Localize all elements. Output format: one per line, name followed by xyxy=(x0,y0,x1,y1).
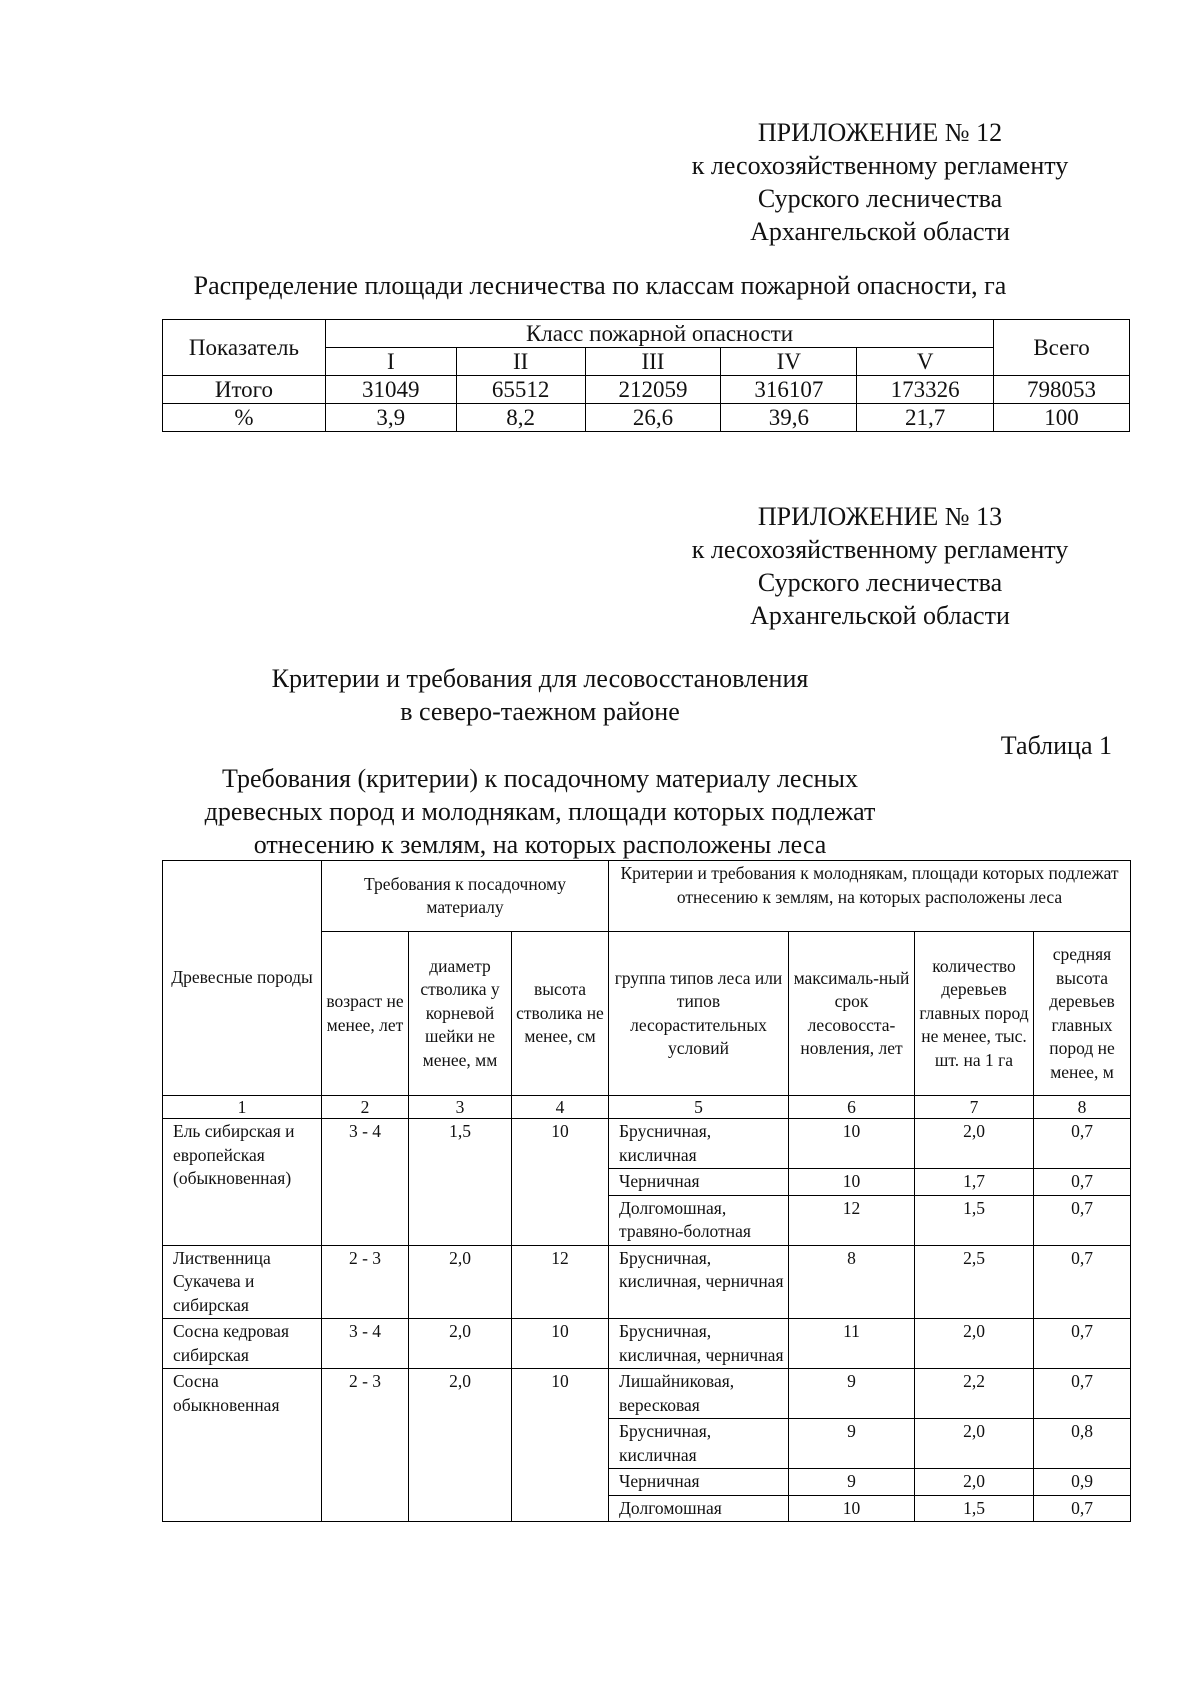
tree-count-cell: 1,5 xyxy=(915,1195,1034,1245)
tree-count-cell: 2,0 xyxy=(915,1419,1034,1469)
column-number: 3 xyxy=(409,1096,512,1119)
class-cell: V xyxy=(857,348,994,376)
table-cell: 798053 xyxy=(994,376,1130,404)
diameter-value: 2,0 xyxy=(409,1245,512,1319)
young-group-header: Критерии и требования к молоднякам, площади которых подлежат отнесению к землям, на которых расположены леса xyxy=(609,861,1131,932)
forest-type-cell: Брусничная, кисличная, черничная xyxy=(609,1245,789,1319)
species-name: Сосна обыкновенная xyxy=(163,1369,322,1522)
species-name: Ель сибирская и европейская (обыкновенная) xyxy=(163,1119,322,1246)
tree-count-cell: 1,7 xyxy=(915,1169,1034,1196)
tree-count-cell: 2,0 xyxy=(915,1119,1034,1169)
table-row xyxy=(163,1119,1131,1169)
table-row xyxy=(163,1319,1131,1369)
table-row xyxy=(163,1369,1131,1419)
header-line: Сурского лесничества xyxy=(757,568,1003,597)
column-number: 6 xyxy=(789,1096,915,1119)
table-cell: 173326 xyxy=(857,376,994,404)
forest-type-cell: Долгомошная xyxy=(609,1495,789,1522)
planting-group-header: Требования к посадочному материалу xyxy=(322,861,609,932)
tree-count-cell: 2,0 xyxy=(915,1319,1034,1369)
class-cell: I xyxy=(325,348,456,376)
max-term-cell: 10 xyxy=(789,1495,915,1522)
diameter-header: диаметр стволика у корневой шейки не менее, мм xyxy=(409,932,512,1096)
tree-count-header: количество деревьев главных пород не менее, тыс. шт. на 1 га xyxy=(915,932,1034,1096)
header-line: Архангельской области xyxy=(750,217,1010,246)
column-number: 8 xyxy=(1034,1096,1131,1119)
appendix-12-header xyxy=(600,116,1160,248)
diameter-value: 1,5 xyxy=(409,1119,512,1246)
row-label: Итого xyxy=(163,376,326,404)
column-number: 2 xyxy=(322,1096,409,1119)
appendix-13-title: ПРИЛОЖЕНИЕ № 13 xyxy=(757,502,1003,531)
max-term-cell: 11 xyxy=(789,1319,915,1369)
forest-type-cell: Долгомошная, травяно-болотная xyxy=(609,1195,789,1245)
forest-type-header: группа типов леса или типов лесорастительных условий xyxy=(609,932,789,1096)
diameter-value: 2,0 xyxy=(409,1319,512,1369)
age-value: 3 - 4 xyxy=(322,1119,409,1246)
table-cell: 3,9 xyxy=(325,404,456,432)
forest-type-cell: Черничная xyxy=(609,1469,789,1496)
avg-height-cell: 0,7 xyxy=(1034,1195,1131,1245)
avg-height-cell: 0,7 xyxy=(1034,1169,1131,1196)
column-number: 7 xyxy=(915,1096,1034,1119)
age-value: 2 - 3 xyxy=(322,1369,409,1522)
age-value: 2 - 3 xyxy=(322,1245,409,1319)
header-line: Архангельской области xyxy=(750,601,1010,630)
header-line: к лесохозяйственному регламенту xyxy=(691,151,1069,180)
class-cell: IV xyxy=(721,348,857,376)
table-row xyxy=(163,1245,1131,1319)
table-cell: 39,6 xyxy=(721,404,857,432)
forest-type-cell: Брусничная, кисличная, черничная xyxy=(609,1319,789,1369)
table-title xyxy=(190,762,890,861)
table-label: Таблица 1 xyxy=(1000,731,1112,760)
table-title-line: древесных пород и молоднякам, площади которых подлежат xyxy=(204,797,876,826)
avg-height-header: средняя высота деревьев главных пород не менее, м xyxy=(1034,932,1131,1096)
total-header: Всего xyxy=(994,320,1130,376)
table-row xyxy=(163,376,1130,404)
diameter-value: 2,0 xyxy=(409,1369,512,1522)
section-title-line: в северо-таежном районе xyxy=(400,697,680,726)
fire-table-title: Распределение площади лесничества по классам пожарной опасности, га xyxy=(193,271,1007,300)
max-term-cell: 10 xyxy=(789,1119,915,1169)
avg-height-cell: 0,9 xyxy=(1034,1469,1131,1496)
height-value: 12 xyxy=(512,1245,609,1319)
avg-height-cell: 0,7 xyxy=(1034,1119,1131,1169)
avg-height-cell: 0,7 xyxy=(1034,1369,1131,1419)
height-value: 10 xyxy=(512,1319,609,1369)
column-number: 5 xyxy=(609,1096,789,1119)
table-cell: 65512 xyxy=(456,376,585,404)
indicator-header: Показатель xyxy=(163,320,326,376)
max-term-cell: 8 xyxy=(789,1245,915,1319)
table-cell: 212059 xyxy=(585,376,721,404)
column-number: 1 xyxy=(163,1096,322,1119)
fire-danger-table xyxy=(162,319,1130,432)
height-header: высота стволика не менее, см xyxy=(512,932,609,1096)
species-name: Лиственница Сукачева и сибирская xyxy=(163,1245,322,1319)
appendix-12-title: ПРИЛОЖЕНИЕ № 12 xyxy=(757,118,1003,147)
height-value: 10 xyxy=(512,1119,609,1246)
class-header: Класс пожарной опасности xyxy=(325,320,993,348)
table-cell: 100 xyxy=(994,404,1130,432)
avg-height-cell: 0,7 xyxy=(1034,1245,1131,1319)
max-term-cell: 9 xyxy=(789,1469,915,1496)
avg-height-cell: 0,7 xyxy=(1034,1319,1131,1369)
avg-height-cell: 0,8 xyxy=(1034,1419,1131,1469)
avg-height-cell: 0,7 xyxy=(1034,1495,1131,1522)
header-line: к лесохозяйственному регламенту xyxy=(691,535,1069,564)
section-title-line: Критерии и требования для лесовосстановления xyxy=(271,664,809,693)
section-title xyxy=(240,662,840,728)
max-term-cell: 9 xyxy=(789,1369,915,1419)
row-label: % xyxy=(163,404,326,432)
table-cell: 26,6 xyxy=(585,404,721,432)
requirements-table xyxy=(162,860,1131,1522)
table-row xyxy=(163,404,1130,432)
max-term-header: максималь-ный срок лесовосста-новления, лет xyxy=(789,932,915,1096)
forest-type-cell: Черничная xyxy=(609,1169,789,1196)
tree-count-cell: 2,5 xyxy=(915,1245,1034,1319)
height-value: 10 xyxy=(512,1369,609,1522)
table-cell: 21,7 xyxy=(857,404,994,432)
appendix-13-header xyxy=(600,500,1160,632)
tree-count-cell: 2,2 xyxy=(915,1369,1034,1419)
tree-count-cell: 1,5 xyxy=(915,1495,1034,1522)
table-cell: 8,2 xyxy=(456,404,585,432)
forest-type-cell: Брусничная, кисличная xyxy=(609,1419,789,1469)
max-term-cell: 12 xyxy=(789,1195,915,1245)
species-name: Сосна кедровая сибирская xyxy=(163,1319,322,1369)
forest-type-cell: Брусничная, кисличная xyxy=(609,1119,789,1169)
table-title-line: отнесению к землям, на которых расположены леса xyxy=(253,830,827,859)
tree-count-cell: 2,0 xyxy=(915,1469,1034,1496)
forest-type-cell: Лишайниковая, вересковая xyxy=(609,1369,789,1419)
table-cell: 31049 xyxy=(325,376,456,404)
table-title-line: Требования (критерии) к посадочному материалу лесных xyxy=(222,764,858,793)
max-term-cell: 9 xyxy=(789,1419,915,1469)
species-header: Древесные породы xyxy=(163,861,322,1096)
class-cell: III xyxy=(585,348,721,376)
max-term-cell: 10 xyxy=(789,1169,915,1196)
age-header: возраст не менее, лет xyxy=(322,932,409,1096)
column-number: 4 xyxy=(512,1096,609,1119)
header-line: Сурского лесничества xyxy=(757,184,1003,213)
class-cell: II xyxy=(456,348,585,376)
age-value: 3 - 4 xyxy=(322,1319,409,1369)
column-number-row xyxy=(163,1096,1131,1119)
table-cell: 316107 xyxy=(721,376,857,404)
